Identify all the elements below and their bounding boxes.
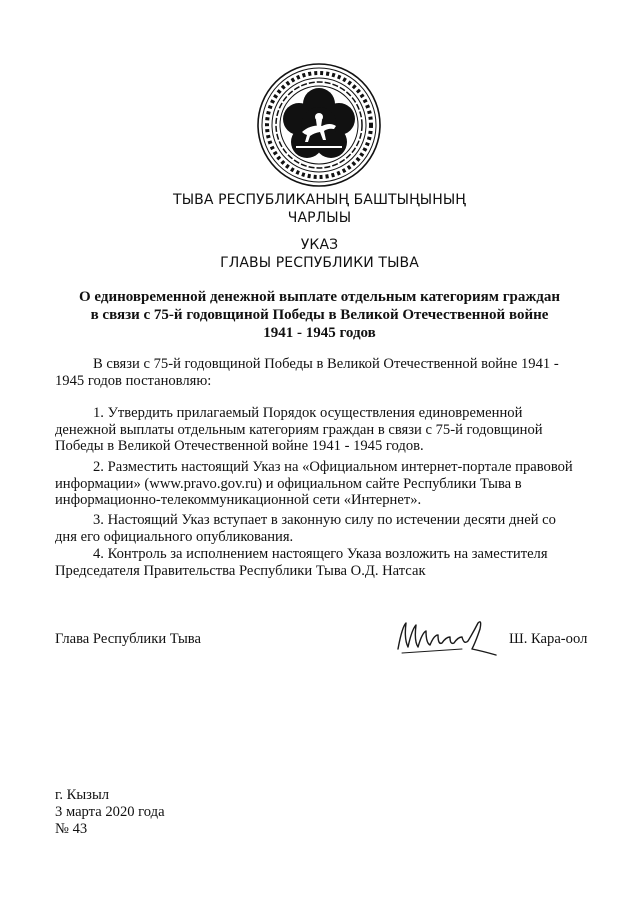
paragraph-4	[55, 546, 586, 579]
body-line: информации» (www.pravo.gov.ru) и официальном сайте Республики Тыва в	[55, 475, 522, 492]
body-line: Председателя Правительства Республики Тыва О.Д. Натсак	[55, 562, 426, 579]
handwritten-signature	[392, 613, 502, 659]
header-decree: УКАЗ	[300, 237, 339, 253]
body-line: информационно-телекоммуникационной сети «Интернет».	[55, 492, 422, 508]
document-title	[40, 288, 599, 342]
signatory-position: Глава Республики Тыва	[55, 631, 201, 647]
header-head-of-republic: ГЛАВЫ РЕСПУБЛИКИ ТЫВА	[220, 255, 419, 271]
body-line: 3. Настоящий Указ вступает в законную силу по истечении десяти дней со	[93, 512, 556, 528]
header-tuvan-line1: ТЫВА РЕСПУБЛИКАНЫҢ БАШТЫҢЫНЫҢ	[173, 192, 466, 208]
body-line: дня его официального опубликования.	[55, 528, 294, 545]
header-tuvan-line2: ЧАРЛЫЫ	[287, 210, 352, 226]
title-line: О единовременной денежной выплате отдельным категориям граждан	[79, 289, 560, 305]
decree-number: № 43	[55, 821, 88, 837]
emblem-of-tuva-icon	[256, 62, 382, 188]
issue-date: 3 марта 2020 года	[55, 804, 165, 820]
body-line: денежной выплаты отдельным категориям граждан в связи с 75-й годовщиной	[55, 421, 543, 438]
body-line: В связи с 75-й годовщиной Победы в Великой Отечественной войне 1941 -	[93, 356, 559, 372]
paragraph-1	[55, 405, 586, 455]
issue-place: г. Кызыл	[55, 787, 110, 803]
paragraph-2	[55, 459, 586, 509]
body-line: Победы в Великой Отечественной войне 1941 - 1945 годов.	[55, 438, 424, 454]
body-line: 2. Разместить настоящий Указ на «Официальном интернет-портале правовой	[93, 459, 573, 475]
intro-paragraph	[55, 356, 586, 389]
body-line: 1. Утвердить прилагаемый Порядок осуществления единовременной	[93, 405, 523, 421]
paragraph-3	[55, 512, 586, 545]
title-line: в связи с 75-й годовщиной Победы в Великой Отечественной войне	[90, 307, 549, 323]
body-line: 4. Контроль за исполнением настоящего Указа возложить на заместителя	[93, 546, 548, 562]
body-line: 1945 годов постановляю:	[55, 372, 212, 389]
title-line: 1941 - 1945 годов	[263, 325, 376, 341]
signatory-name: Ш. Кара-оол	[509, 631, 588, 647]
